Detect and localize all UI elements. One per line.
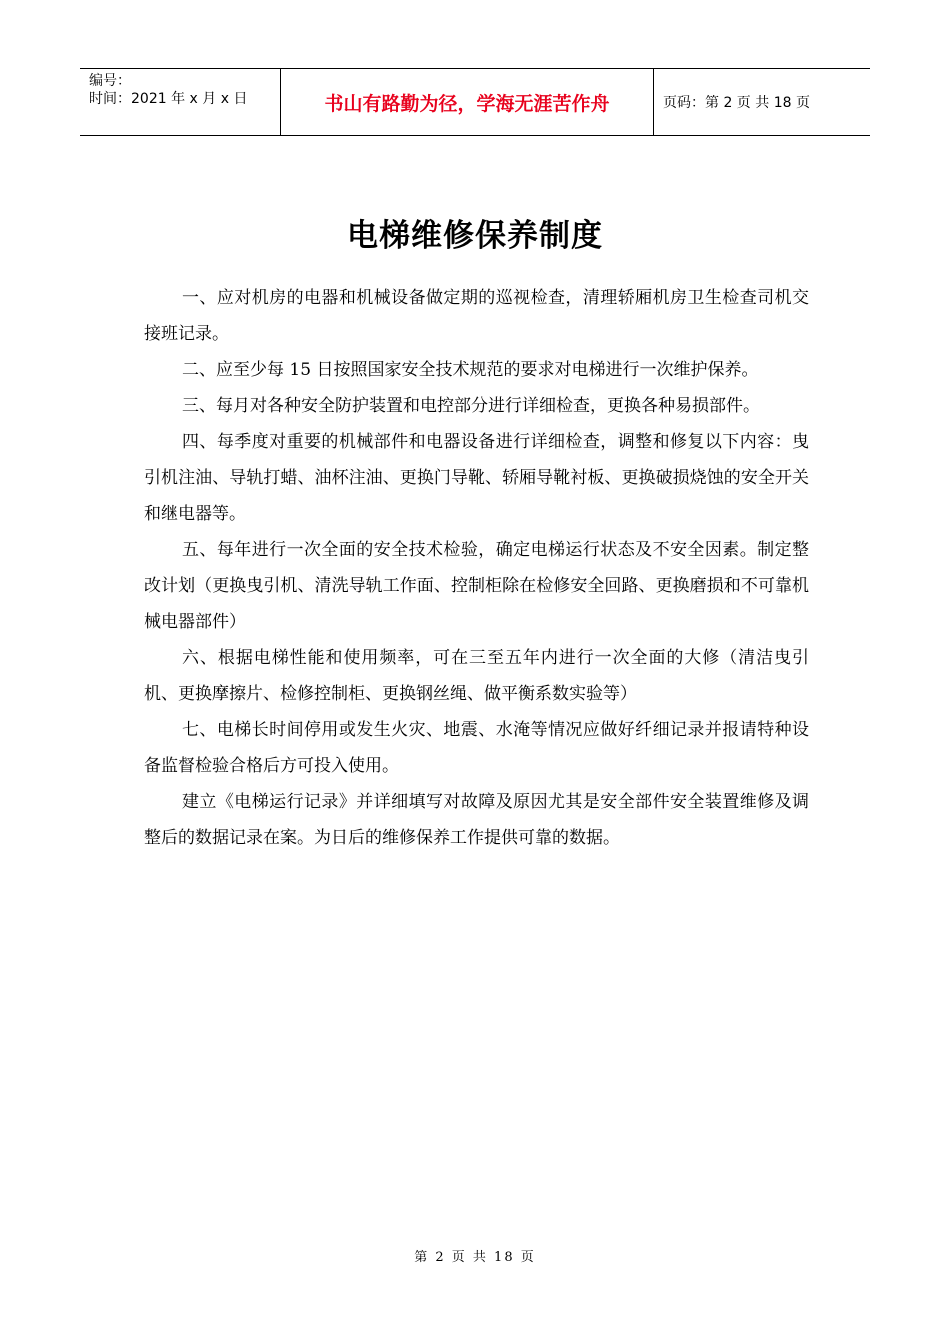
paragraph: 一、应对机房的电器和机械设备做定期的巡视检查，清理轿厢机房卫生检查司机交接班记录。 <box>144 288 809 344</box>
paragraph: 三、每月对各种安全防护装置和电控部分进行详细检查，更换各种易损部件。 <box>182 396 760 416</box>
document-title: 电梯维修保养制度 <box>347 218 603 254</box>
paragraph: 建立《电梯运行记录》并详细填写对故障及原因尤其是安全部件安全装置维修及调整后的数据记录在案。为日后的维修保养工作提供可靠的数据。 <box>144 792 809 848</box>
motto-text: 书山有路勤为径，学海无涯苦作舟 <box>324 92 610 115</box>
document-body <box>144 280 809 856</box>
header-meta-cell <box>80 69 281 135</box>
paragraph: 五、每年进行一次全面的安全技术检验，确定电梯运行状态及不安全因素。制定整改计划（更换曳引机、清洗导轨工作面、控制柜除在检修安全回路、更换磨损和不可靠机械电器部件） <box>144 540 809 632</box>
paragraph: 四、每季度对重要的机械部件和电器设备进行详细检查，调整和修复以下内容：曳引机注油、导轨打蜡、油杯注油、更换门导靴、轿厢导靴衬板、更换破损烧蚀的安全开关和继电器等。 <box>144 432 809 524</box>
number-label: 编号： <box>89 73 131 89</box>
paragraph: 二、应至少每 15 日按照国家安全技术规范的要求对电梯进行一次维护保养。 <box>182 360 759 380</box>
page-footer: 第 2 页 共 18 页 <box>414 1250 536 1265</box>
page-info: 页码：第 2 页 共 18 页 <box>663 95 810 111</box>
header-table <box>80 68 870 136</box>
time-label: 时间：2021 年 x 月 x 日 <box>89 91 248 107</box>
paragraph: 六、根据电梯性能和使用频率，可在三至五年内进行一次全面的大修（清洁曳引机、更换摩擦片、检修控制柜、更换钢丝绳、做平衡系数实验等） <box>144 648 809 704</box>
header-motto-cell <box>281 69 654 135</box>
paragraph: 七、电梯长时间停用或发生火灾、地震、水淹等情况应做好纤细记录并报请特种设备监督检验合格后方可投入使用。 <box>144 720 809 776</box>
header-page-cell <box>654 69 870 135</box>
